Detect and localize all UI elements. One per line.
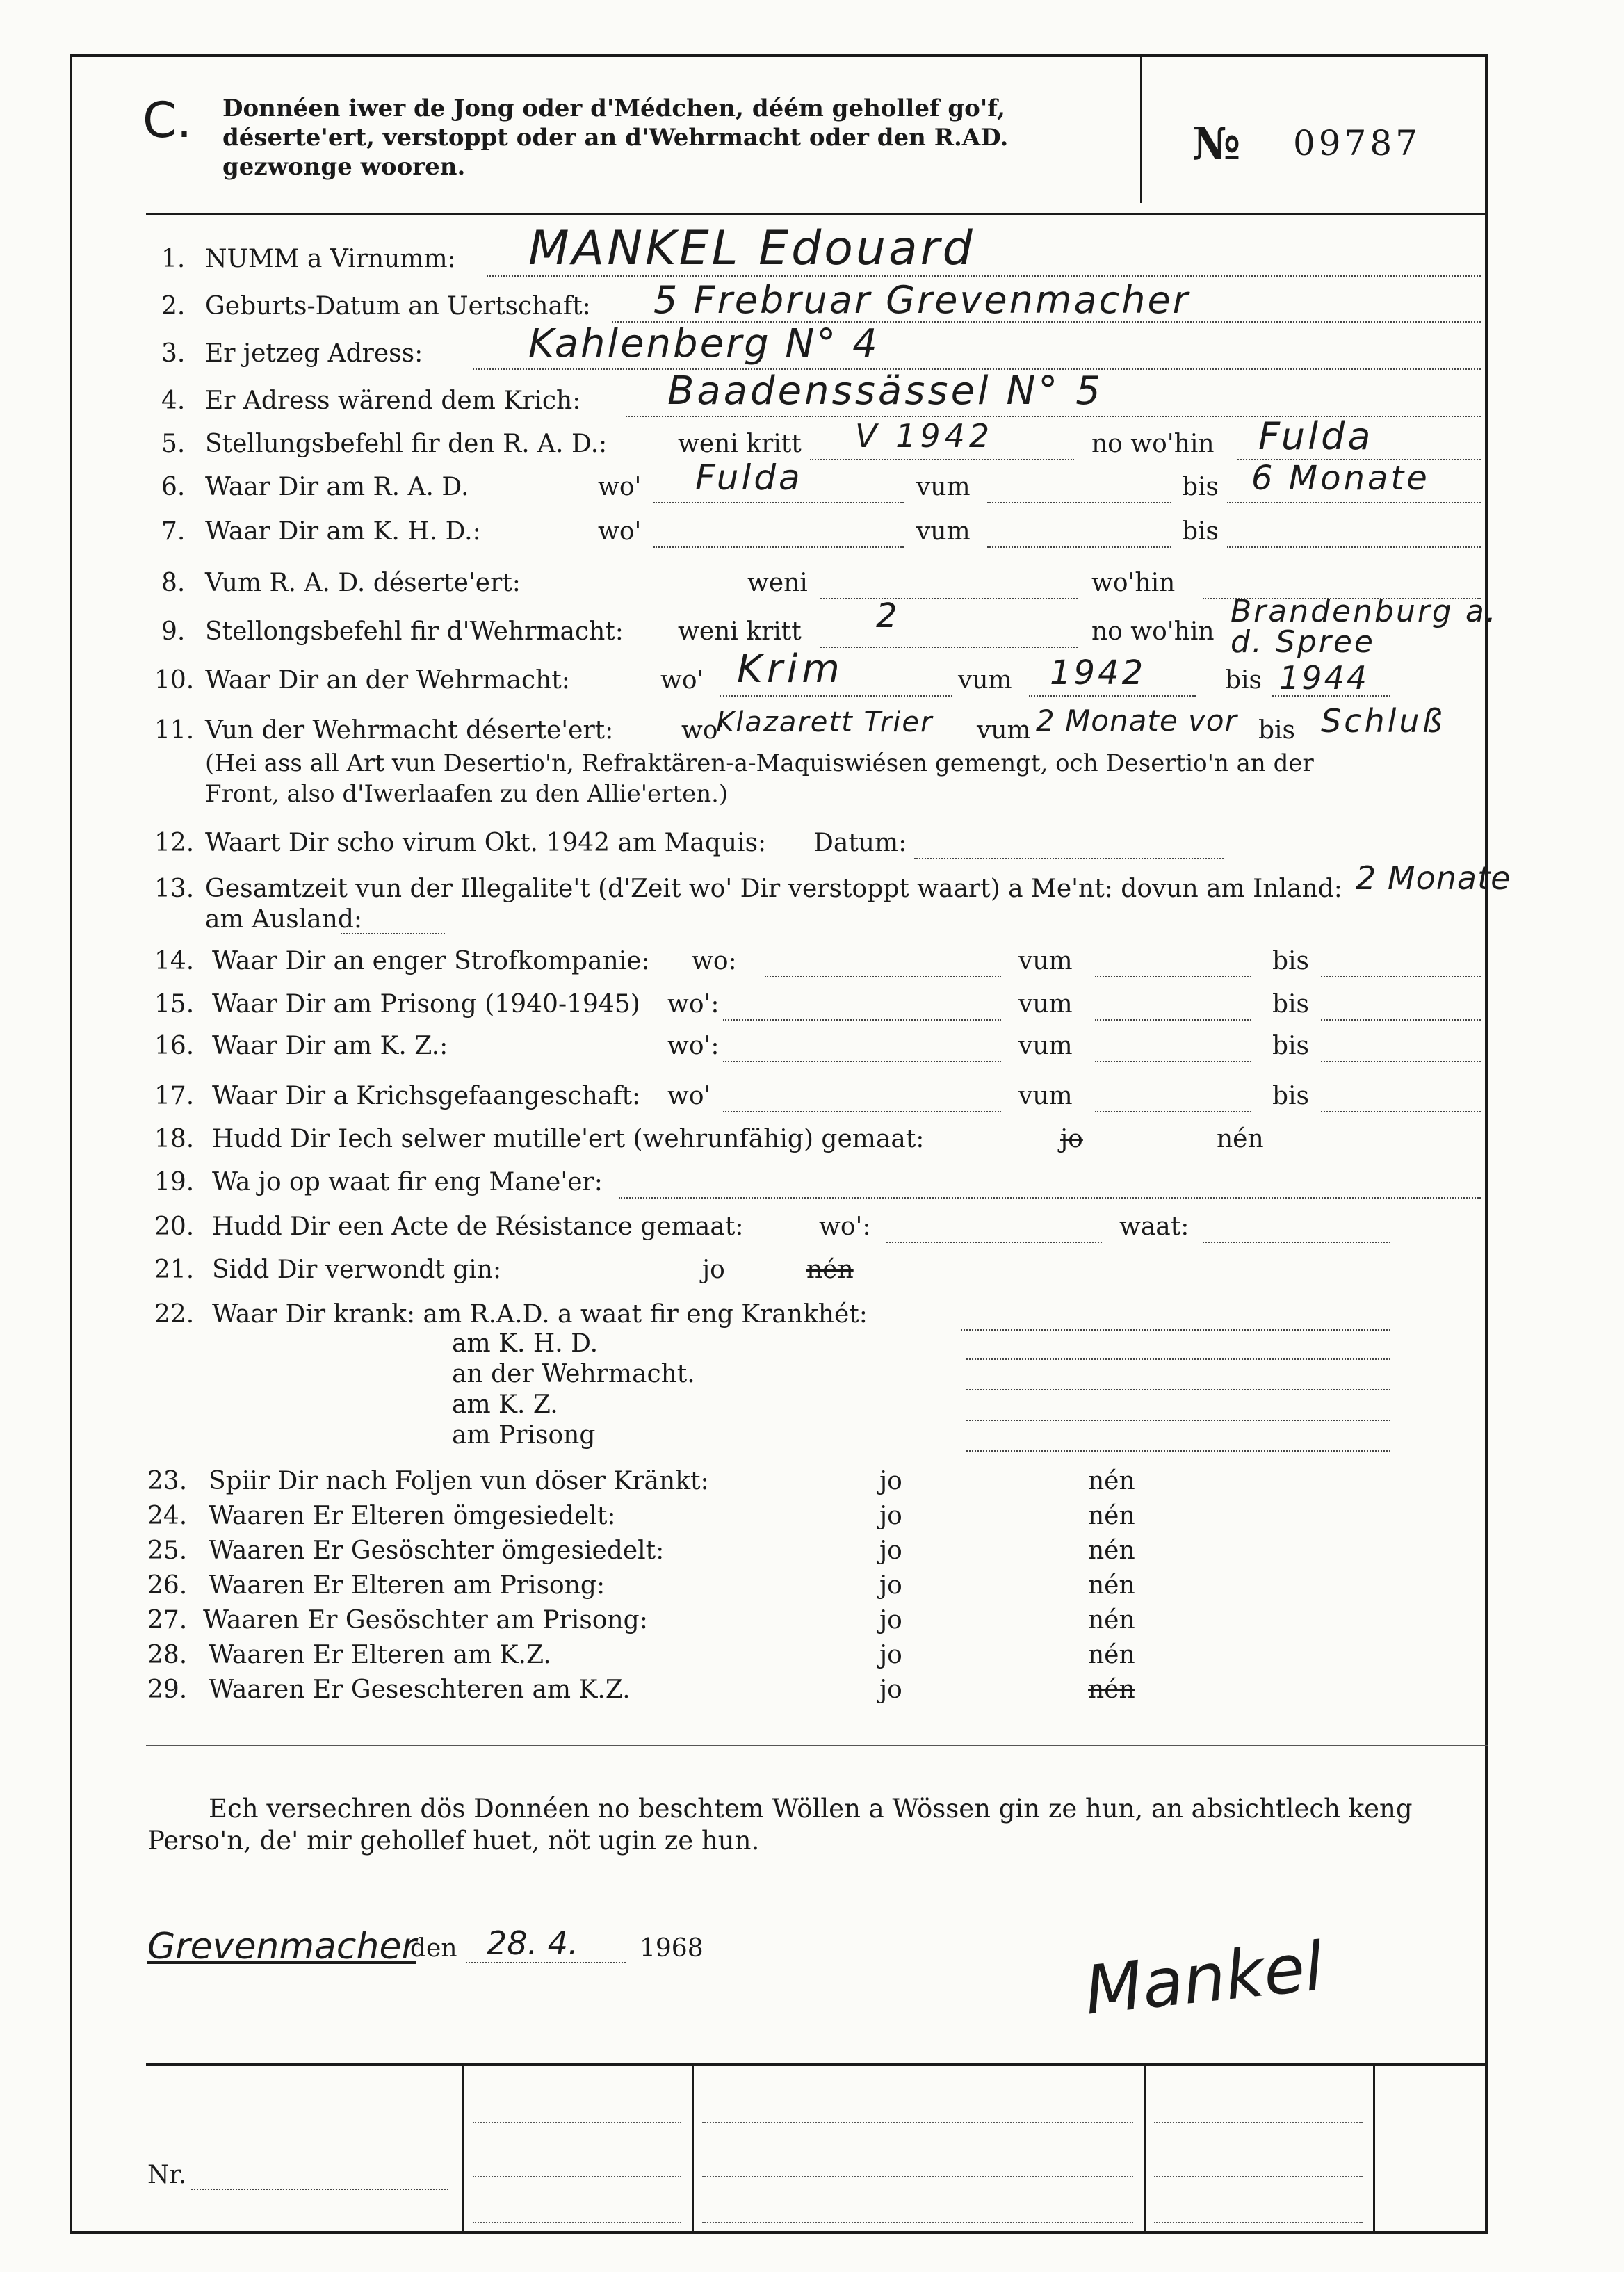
row-13-label: Gesamtzeit vun der Illegalite't (d'Zeit wo' Dir verstoppt waart) a Me'nt: dovun am Inland: xyxy=(205,875,1342,903)
row-9-label: Stellongsbefehl fir d'Wehrmacht: xyxy=(205,617,624,646)
row-3-label: Er jetzeg Adress: xyxy=(205,339,423,368)
row-11-note-2: Front, also d'Iwerlaafen zu den Allie'erten.) xyxy=(205,780,729,808)
row-9-when-value: 2 xyxy=(876,597,898,635)
number-label: № xyxy=(1192,118,1241,170)
row-10-vum-value: 1942 xyxy=(1050,654,1146,692)
row-29-label: Waaren Er Geseschteren am K.Z. xyxy=(209,1675,631,1704)
row-12-label: Waart Dir scho virum Okt. 1942 am Maquis: xyxy=(205,829,767,857)
row-18-jo: jo xyxy=(1060,1125,1083,1153)
row-6-wo-value: Fulda xyxy=(695,457,803,498)
signature-place: Grevenmacher xyxy=(147,1926,416,1967)
section-letter: C. xyxy=(143,92,193,149)
row-18-nen: nén xyxy=(1217,1125,1264,1153)
handwritten-signature: Mankel xyxy=(1081,1927,1327,2030)
row-2-label: Geburts-Datum an Uertschaft: xyxy=(205,292,591,320)
row-28-label: Waaren Er Elteren am K.Z. xyxy=(209,1641,551,1669)
row-10-bis-value: 1944 xyxy=(1279,659,1370,697)
row-9-where-value: Brandenburg a. d. Spree xyxy=(1231,594,1498,660)
row-19-label: Wa jo op waat fir eng Mane'er: xyxy=(212,1168,603,1196)
signature-date: 28. 4. xyxy=(487,1924,578,1962)
row-21-label: Sidd Dir verwondt gin: xyxy=(212,1256,502,1284)
row-4-value: Baadenssässel N° 5 xyxy=(667,368,1103,414)
row-7-label: Waar Dir am K. H. D.: xyxy=(205,517,481,546)
row-26-label: Waaren Er Elteren am Prisong: xyxy=(209,1571,606,1600)
row-23-label: Spiir Dir nach Foljen vun döser Kränkt: xyxy=(209,1467,709,1495)
number-value: 09787 xyxy=(1293,123,1422,163)
row-24-label: Waaren Er Elteren ömgesiedelt: xyxy=(209,1502,616,1530)
row-29-nen: nén xyxy=(1088,1675,1135,1704)
section-rule xyxy=(146,1745,1488,1746)
row-1-number: 1. xyxy=(161,245,186,273)
row-15-label: Waar Dir am Prisong (1940-1945) xyxy=(212,990,640,1019)
row-20-label: Hudd Dir een Acte de Résistance gemaat: xyxy=(212,1212,744,1241)
footer-top-rule xyxy=(146,2063,1488,2066)
row-11-wo-value: Klazarett Trier xyxy=(716,706,934,738)
row-1-value: MANKEL Edouard xyxy=(528,221,975,276)
row-3-value: Kahlenberg N° 4 xyxy=(528,321,879,366)
header-divider xyxy=(1140,57,1142,203)
row-22-label: Waar Dir krank: am R.A.D. a waat fir eng Krankhét: xyxy=(212,1300,868,1329)
row-8-label: Vum R. A. D. déserte'ert: xyxy=(205,569,521,597)
row-17-label: Waar Dir a Krichsgefaangeschaft: xyxy=(212,1082,641,1110)
declaration-line-2: Perso'n, de' mir gehollef huet, nöt ugin ze hun. xyxy=(147,1826,760,1856)
row-18-label: Hudd Dir Iech selwer mutille'ert (wehrunfähig) gemaat: xyxy=(212,1125,925,1153)
row-25-label: Waaren Er Gesöschter ömgesiedelt: xyxy=(209,1536,665,1565)
row-21-jo: jo xyxy=(702,1256,725,1284)
row-2-value: 5 Frebruar Grevenmacher xyxy=(653,278,1190,322)
row-21-nen: nén xyxy=(806,1256,854,1284)
row-13-inland-value: 2 Monate xyxy=(1356,859,1511,897)
row-10-label: Waar Dir an der Wehrmacht: xyxy=(205,666,570,695)
declaration-line-1: Ech versechren dös Donnéen no beschtem Wöllen a Wössen gin ze hun, an absichtlech keng xyxy=(209,1794,1413,1824)
row-6-label: Waar Dir am R. A. D. xyxy=(205,473,469,501)
row-11-vum-value: 2 Monate vor xyxy=(1036,704,1237,738)
row-5-when-value: V 1942 xyxy=(855,417,994,455)
row-27-label: Waaren Er Gesöschter am Prisong: xyxy=(203,1606,648,1634)
row-1-label: NUMM a Virnumm: xyxy=(205,245,456,273)
row-5-label: Stellungsbefehl fir den R. A. D.: xyxy=(205,430,608,458)
row-11-label: Vun der Wehrmacht déserte'ert: xyxy=(205,716,614,745)
header-text: Donnéen iwer de Jong oder d'Médchen, déém gehollef go'f, déserte'ert, verstoppt oder an d'Wehrmacht oder den R.AD. gezwonge wooren. xyxy=(222,95,1009,181)
row-16-label: Waar Dir am K. Z.: xyxy=(212,1032,448,1060)
footer-nr-label: Nr. xyxy=(147,2161,187,2189)
row-11-bis-value: Schluß xyxy=(1321,702,1445,740)
row-10-wo-value: Krim xyxy=(737,647,844,692)
signature-year: 1968 xyxy=(640,1934,704,1963)
header-rule xyxy=(146,213,1488,215)
row-14-label: Waar Dir an enger Strofkompanie: xyxy=(212,947,650,975)
row-6-bis-value: 6 Monate xyxy=(1251,459,1430,498)
row-4-label: Er Adress wärend dem Krich: xyxy=(205,387,581,415)
row-5-where-value: Fulda xyxy=(1258,414,1374,458)
row-11-note-1: (Hei ass all Art vun Desertio'n, Refraktären-a-Maquiswiésen gemengt, och Desertio'n an der xyxy=(205,749,1314,777)
